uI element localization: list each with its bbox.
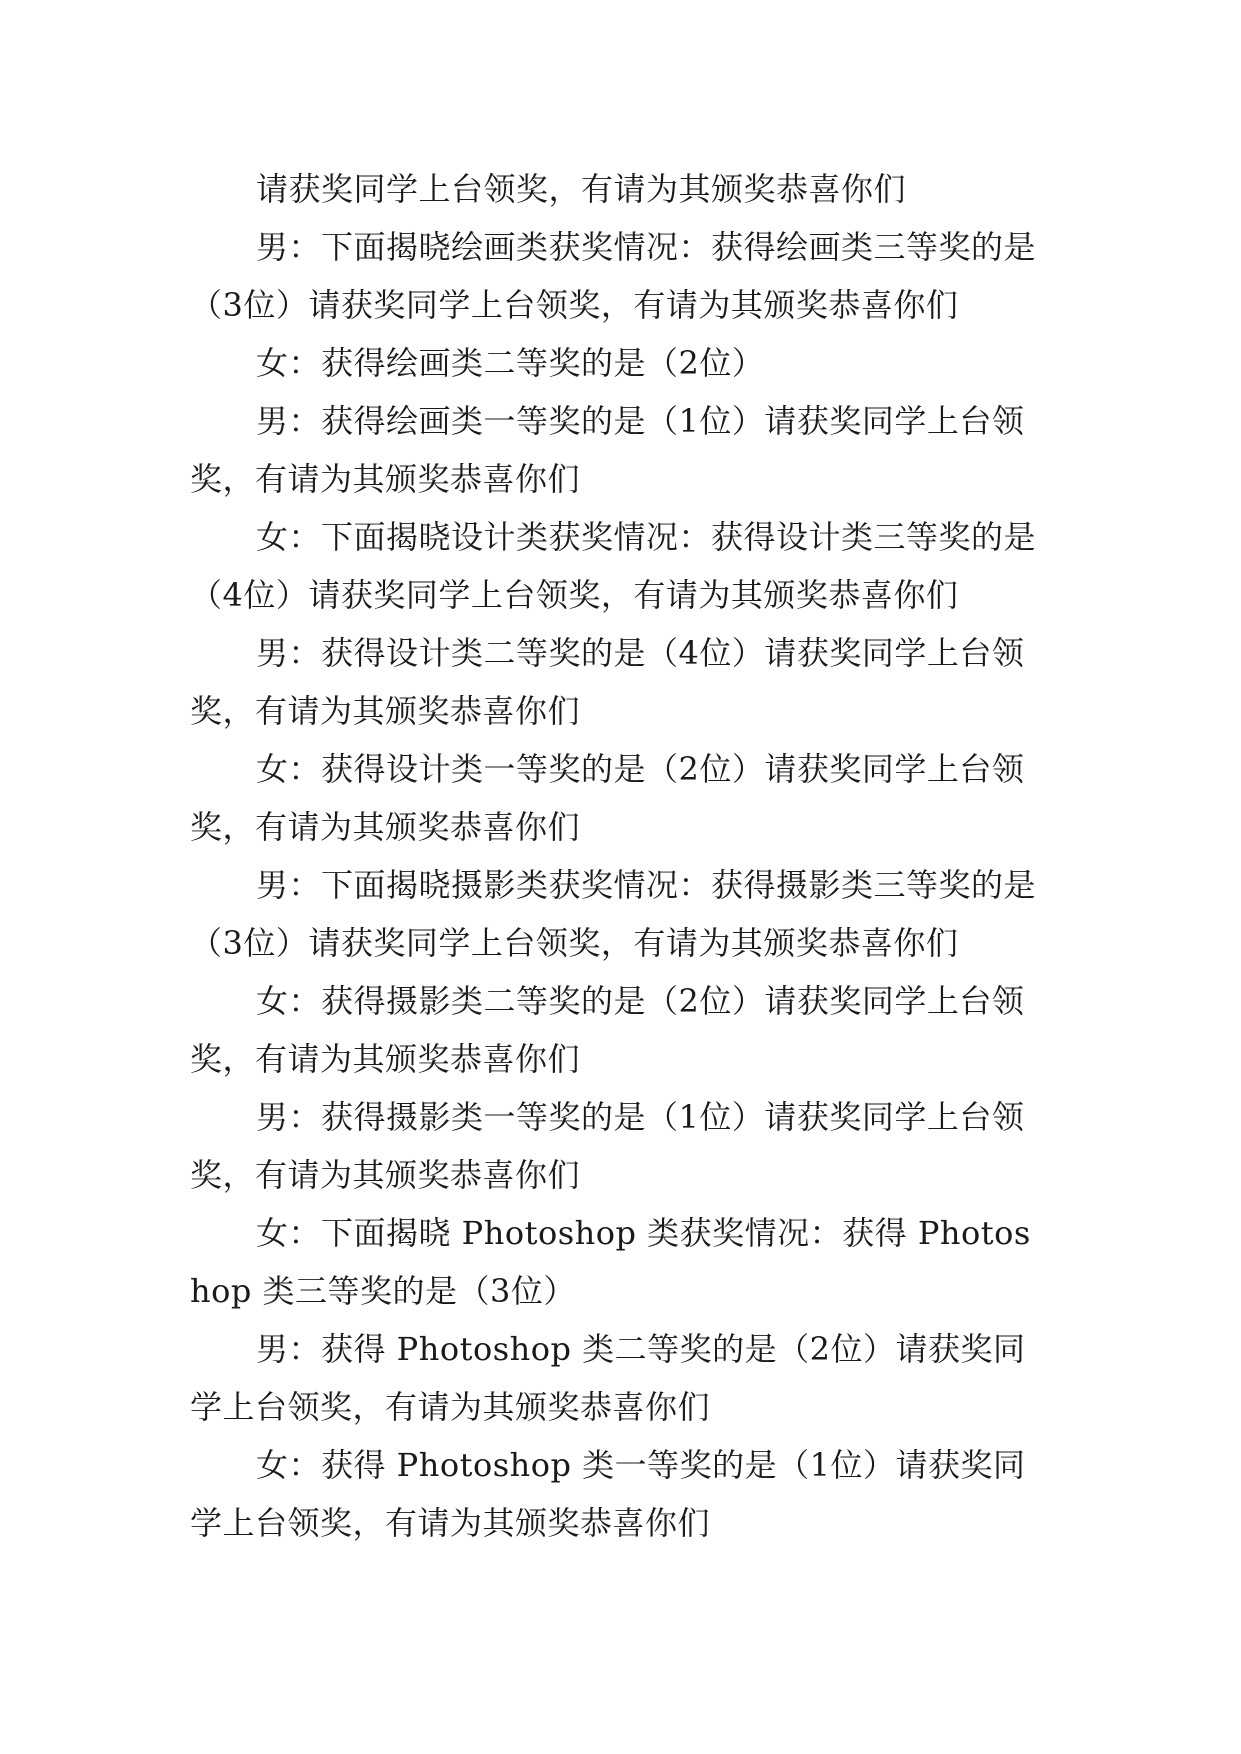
paragraph-11: 女：下面揭晓 Photoshop 类获奖情况：获得 Photoshop 类三等奖的是（3位） (190, 1214, 1031, 1310)
paragraph-4: 男：获得绘画类一等奖的是（1位）请获奖同学上台领奖，有请为其颁奖恭喜你们 (190, 402, 1025, 498)
paragraph-2: 男：下面揭晓绘画类获奖情况：获得绘画类三等奖的是（3位）请获奖同学上台领奖，有请为其颁奖恭喜你们 (190, 228, 1037, 324)
paragraph-8: 男：下面揭晓摄影类获奖情况：获得摄影类三等奖的是（3位）请获奖同学上台领奖，有请为其颁奖恭喜你们 (190, 866, 1037, 962)
paragraph-6: 男：获得设计类二等奖的是（4位）请获奖同学上台领奖，有请为其颁奖恭喜你们 (190, 634, 1025, 730)
paragraph-5: 女：下面揭晓设计类获奖情况：获得设计类三等奖的是（4位）请获奖同学上台领奖，有请为其颁奖恭喜你们 (190, 518, 1037, 614)
paragraph-1: 请获奖同学上台领奖，有请为其颁奖恭喜你们 (256, 170, 907, 208)
paragraph-13: 女：获得 Photoshop 类一等奖的是（1位）请获奖同学上台领奖，有请为其颁奖恭喜你们 (190, 1446, 1026, 1542)
paragraph-10: 男：获得摄影类一等奖的是（1位）请获奖同学上台领奖，有请为其颁奖恭喜你们 (190, 1098, 1025, 1194)
paragraph-12: 男：获得 Photoshop 类二等奖的是（2位）请获奖同学上台领奖，有请为其颁奖恭喜你们 (190, 1330, 1026, 1426)
document-body (190, 160, 1050, 1552)
paragraph-9: 女：获得摄影类二等奖的是（2位）请获奖同学上台领奖，有请为其颁奖恭喜你们 (190, 982, 1025, 1078)
paragraph-7: 女：获得设计类一等奖的是（2位）请获奖同学上台领奖，有请为其颁奖恭喜你们 (190, 750, 1025, 846)
paragraph-3: 女：获得绘画类二等奖的是（2位） (256, 344, 765, 382)
